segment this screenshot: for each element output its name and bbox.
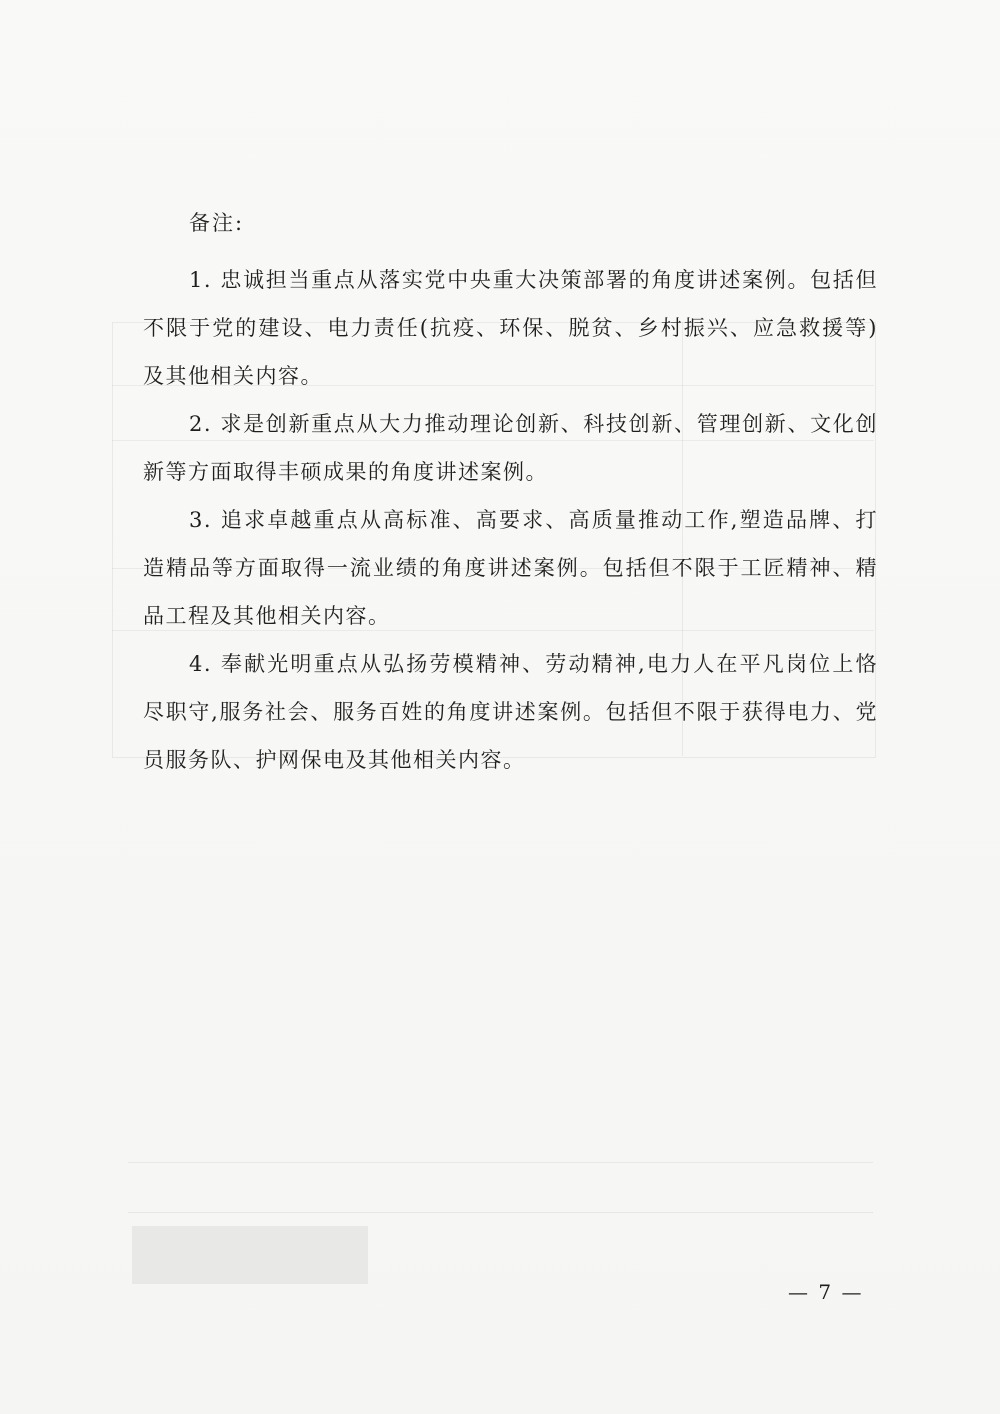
- notes-heading: 备注:: [189, 211, 245, 235]
- note-item-4: 4. 奉献光明重点从弘扬劳模精神、劳动精神,电力人在平凡岗位上恪尽职守,服务社会、服务百姓的角度讲述案例。包括但不限于获得电力、党员服务队、护网保电及其他相关内容。: [143, 651, 878, 772]
- show-through-footer-line: [128, 1212, 873, 1213]
- show-through-stamp: [132, 1226, 368, 1284]
- note-item-1: 1. 忠诚担当重点从落实党中央重大决策部署的角度讲述案例。包括但不限于党的建设、电力责任(抗疫、环保、脱贫、乡村振兴、应急救援等)及其他相关内容。: [143, 267, 878, 388]
- note-item-3: 3. 追求卓越重点从高标准、高要求、高质量推动工作,塑造品牌、打造精品等方面取得一流业绩的角度讲述案例。包括但不限于工匠精神、精品工程及其他相关内容。: [143, 507, 878, 628]
- show-through-footer-line: [128, 1162, 873, 1163]
- note-item-2: 2. 求是创新重点从大力推动理论创新、科技创新、管理创新、文化创新等方面取得丰硕成果的角度讲述案例。: [143, 411, 878, 484]
- notes-section: [143, 208, 878, 784]
- page-number: — 7 —: [788, 1280, 864, 1304]
